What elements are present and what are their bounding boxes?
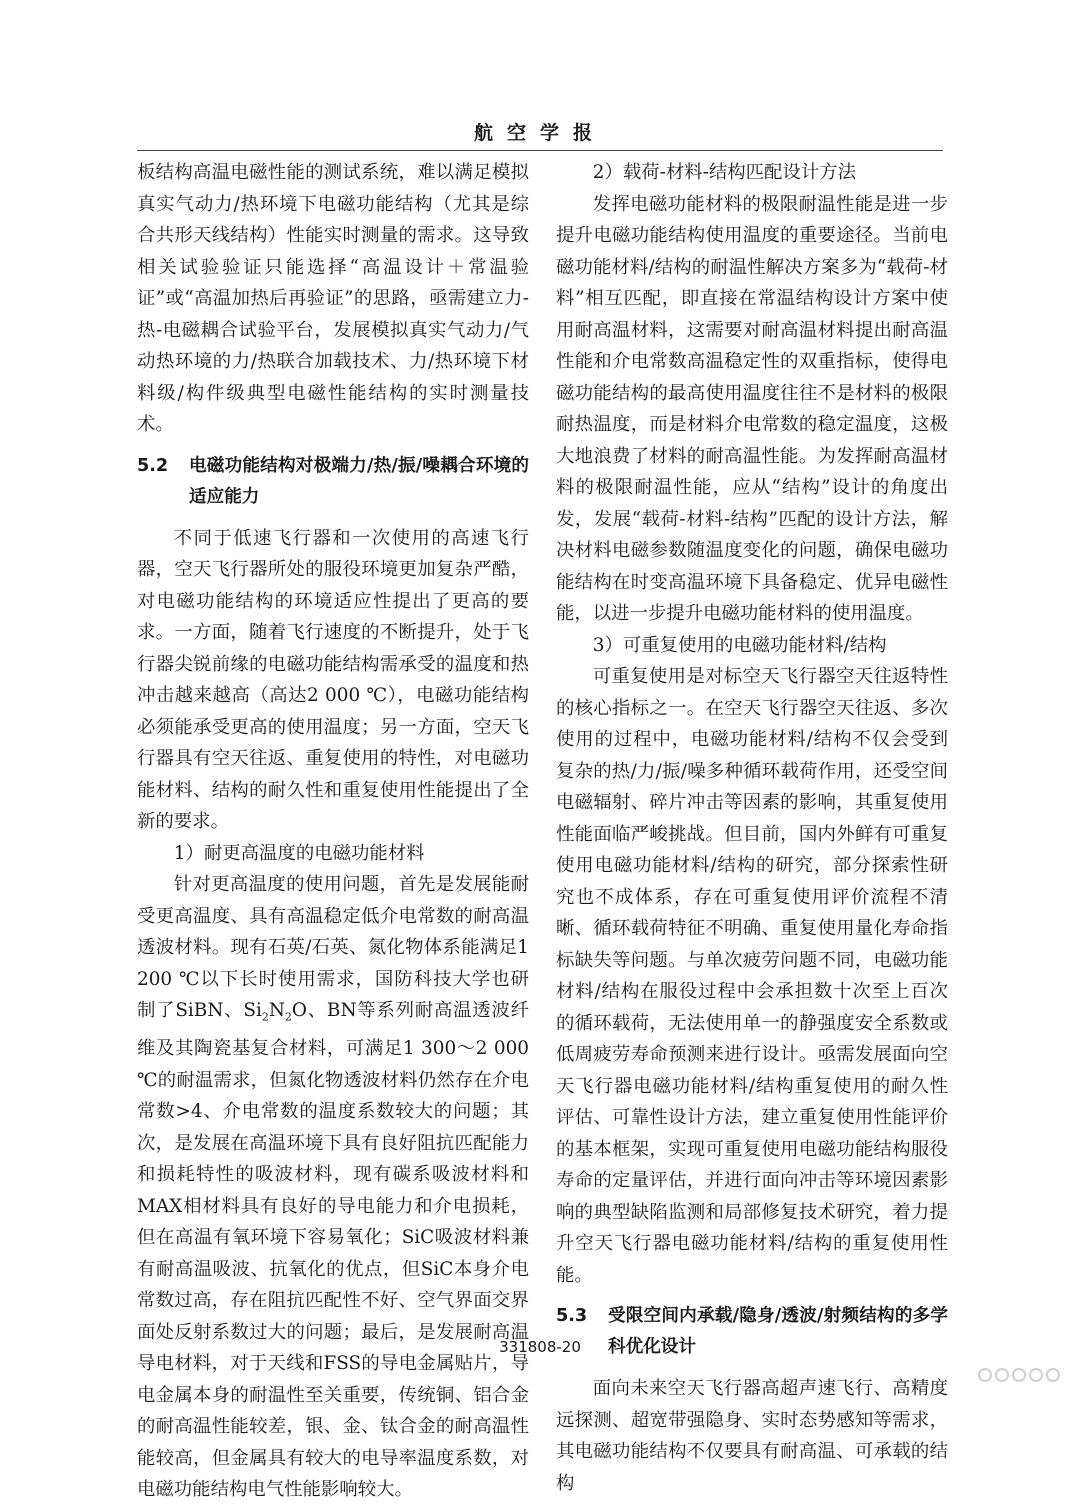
section-number: 5.2 xyxy=(137,455,169,476)
left-column xyxy=(137,157,529,1506)
section-heading-5-2 xyxy=(137,451,529,513)
paragraph: 可重复使用是对标空天飞行器空天往返特性的核心指标之一。在空天飞行器空天往返、多次使用的过程中，电磁功能材料/结构不仅会受到复杂的热/力/振/噪多种循环载荷作用，还受空间电磁辐射、碎片冲击等因素的影响，其重复使用性能面临严峻挑战。但目前，国内外鲜有可重复使用电磁功能材料/结构的研究，部分探索性研究也不成体系，存在可重复使用评价流程不清晰、循环载荷特征不明确、重复使用量化寿命指标缺失等问题。与单次疲劳问题不同，电磁功能材料/结构在服役过程中会承担数十次至上百次的循环载荷，无法使用单一的静强度安全系数或低周疲劳寿命预测来进行设计。亟需发展面向空天飞行器电磁功能材料/结构重复使用的耐久性评估、可靠性设计方法，建立重复使用性能评价的基本框架，实现可重复使用电磁功能结构服役寿命的定量评估，并进行面向冲击等环境因素影响的典型缺陷监测和局部修复技术研究，着力提升空天飞行器电磁功能材料/结构的重复使用性能。 xyxy=(556,666,948,1286)
paragraph: 面向未来空天飞行器高超声速飞行、高精度远探测、超宽带强隐身、实时态势感知等需求，其电磁功能结构不仅要具有耐高温、可承载的结构 xyxy=(556,1378,948,1494)
paragraph: 板结构高温电磁性能的测试系统，难以满足模拟真实气动力/热环境下电磁功能结构（尤其是综合共形天线结构）性能实时测量的需求。这导致相关试验验证只能选择“高温设计＋常温验证”或“高温加热后再验证”的思路，亟需建立力-热-电磁耦合试验平台，发展模拟真实气动力/气动热环境的力/热联合加载技术、力/热环境下材料级/构件级典型电磁性能结构的实时测量技术。 xyxy=(137,162,529,435)
paragraph: 针对更高温度的使用问题，首先是发展能耐受更高温度、具有高温稳定低介电常数的耐高温透波材料。现有石英/石英、氮化物体系能满足1 200 ℃以下长时使用需求，国防科技大学也研制了SiBN、$Si_2N_2O$、BN等系列耐高温透波纤维及其陶瓷基复合材料，可满足1 300～2 000 ℃的耐温需求，但氮化物透波材料仍然存在介电常数>4、介电常数的温度系数较大的问题；其次，是发展在高温环境下具有良好阻抗匹配能力和损耗特性的吸波材料，现有碳系吸波材料和MAX相材料具有良好的导电能力和介电损耗，但在高温有氧环境下容易氧化；SiC吸波材料兼有耐高温吸波、抗氧化的优点，但SiC本身介电常数过高，存在阻抗匹配性不好、空气界面交界面处反射系数过大的问题；最后，是发展耐高温导电材料，对于天线和FSS的导电金属贴片，导电金属本身的耐温性至关重要，传统铜、铝合金的耐高温性能较差，银、金、钛合金的耐高温性能较高，但金属具有较大的电导率温度系数，对电磁功能结构电气性能影响较大。 xyxy=(137,874,529,1501)
subheading-1: 1）耐更高温度的电磁功能材料 xyxy=(173,842,425,864)
paragraph: 不同于低速飞行器和一次使用的高速飞行器，空天飞行器所处的服役环境更加复杂严酷，对电磁功能结构的环境适应性提出了更高的要求。一方面，随着飞行速度的不断提升，处于飞行器尖锐前缘的电磁功能结构需承受的温度和热冲击越来越高（高达2 000 ℃），电磁功能结构必须能承受更高的使用温度；另一方面，空天飞行器具有空天往返、重复使用的特性，对电磁功能材料、结构的耐久性和重复使用性能提出了全新的要求。 xyxy=(137,527,529,832)
header-rule xyxy=(137,150,943,151)
paragraph: 发挥电磁功能材料的极限耐温性能是进一步提升电磁功能结构使用温度的重要途径。当前电磁功能材料/结构的耐温性解决方案多为“载荷-材料”相互匹配，即直接在常温结构设计方案中使用耐高温材料，这需要对耐高温材料提出耐高温性能和介电常数高温稳定性的双重指标，使得电磁功能结构的最高使用温度往往不是材料的极限耐热温度，而是材料介电常数的稳定温度，这极大地浪费了材料的耐高温性能。为发挥耐高温材料的极限耐温性能，应从“结构”设计的角度出发，发展“载荷-材料-结构”匹配的设计方法，解决材料电磁参数随温度变化的问题，确保电磁功能结构在时变高温环境下具备稳定、优异电磁性能，以进一步提升电磁功能材料的使用温度。 xyxy=(556,193,948,624)
watermark-icon xyxy=(978,1362,1060,1388)
section-title: 电磁功能结构对极端力/热/振/噪耦合环境的适应能力 xyxy=(189,455,529,507)
running-header: 航空学报 xyxy=(473,122,606,144)
subheading-3: 3）可重复使用的电磁功能材料/结构 xyxy=(592,634,887,656)
section-number: 5.3 xyxy=(556,1306,588,1326)
right-column xyxy=(556,157,948,1499)
subheading-2: 2）载荷-材料-结构匹配设计方法 xyxy=(592,162,857,183)
section-title: 受限空间内承载/隐身/透波/射频结构的多学科优化设计 xyxy=(608,1306,948,1357)
page-number: 331808-20 xyxy=(499,1338,581,1356)
